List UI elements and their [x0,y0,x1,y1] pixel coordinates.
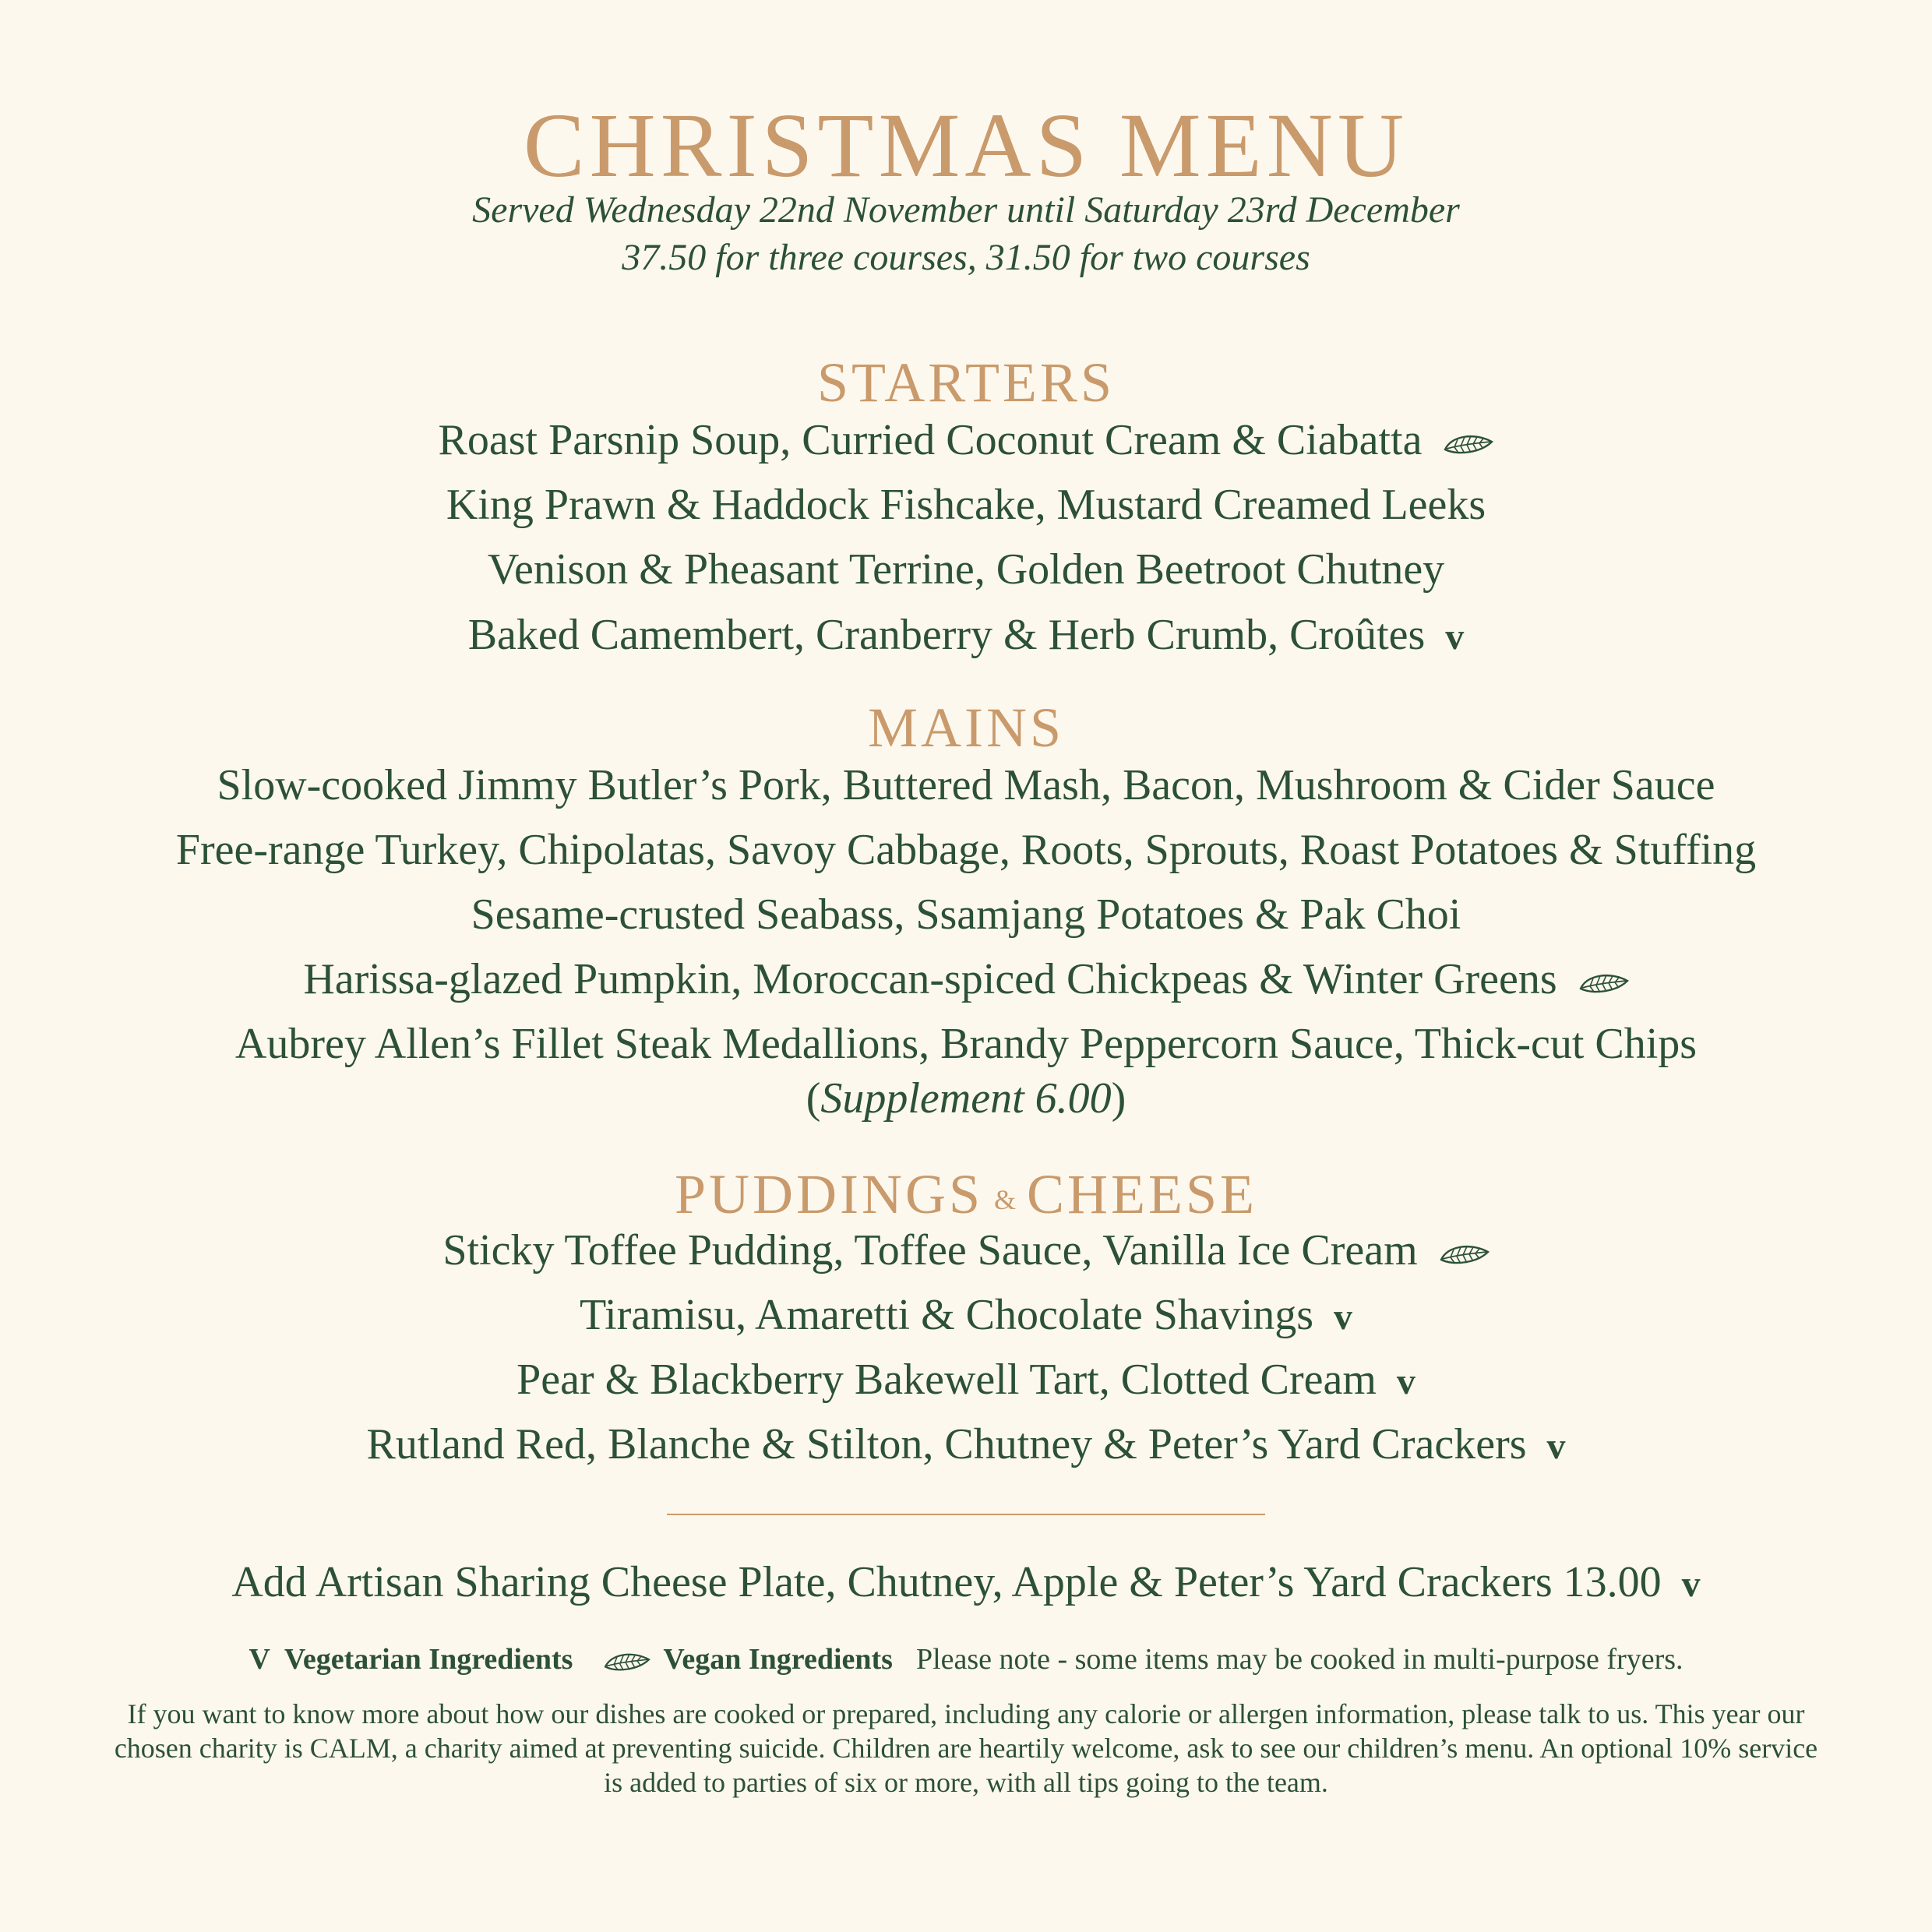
puddings-heading-part1: PUDDINGS [674,1163,983,1225]
vegetarian-legend: Vegetarian Ingredients [284,1643,573,1676]
vegetarian-mark: v [1334,1296,1353,1338]
main-item [0,890,1932,939]
vegetarian-mark: v [1681,1564,1701,1605]
divider-line [667,1514,1265,1515]
vegetarian-mark: v [1546,1426,1566,1467]
pudding-item-name: Sticky Toffee Pudding, Toffee Sauce, Vanilla Ice Cream [442,1226,1418,1274]
main-item-name: Sesame-crusted Seabass, Ssamjang Potatoes & Pak Choi [471,890,1461,939]
vegetarian-mark: v [1445,616,1465,658]
pudding-item [0,1293,1932,1337]
menu-title: CHRISTMAS MENU [523,94,1409,196]
supplement-text: Supplement 6.00 [820,1074,1112,1123]
pudding-item-name: Tiramisu, Amaretti & Chocolate Shavings [579,1291,1314,1339]
pudding-item [0,1356,1932,1404]
leaf-icon [1440,1243,1490,1266]
starter-item [0,418,1932,462]
pudding-item [0,1420,1932,1468]
diet-legend [0,1645,1932,1674]
served-dates: Served Wednesday 22nd November until Saturday 23rd December [472,189,1460,231]
vegetarian-symbol: V [249,1643,270,1676]
starter-item-name: Baked Camembert, Cranberry & Herb Crumb, Croûtes [467,611,1426,659]
vegetarian-mark: v [1396,1361,1416,1402]
supplement-note [0,1074,1932,1123]
starter-item-name: Roast Parsnip Soup, Curried Coconut Cream & Ciabatta [438,416,1423,464]
starter-item [0,483,1932,527]
footer-info: If you want to know more about how our dishes are cooked or prepared, including any calorie or allergen information, please talk to us. This year our chosen charity is CALM, a charity aimed at preventing suicide. Children are heartily welcome, ask to see our children’s menu. An optional 10% service is added to parties of six or more, with all tips going to the team. [114,1698,1818,1798]
leaf-icon [1444,432,1493,456]
addon-item [0,1560,1932,1604]
starter-item-name: King Prawn & Haddock Fishcake, Mustard Creamed Leeks [446,481,1486,529]
pudding-item [0,1226,1932,1274]
supplement-open: ( [806,1074,821,1123]
pudding-item-name: Rutland Red, Blanche & Stilton, Chutney & Peter’s Yard Crackers [366,1420,1527,1468]
main-item [0,763,1932,807]
starter-item-name: Venison & Pheasant Terrine, Golden Beetroot Chutney [487,545,1445,594]
addon-text: Add Artisan Sharing Cheese Plate, Chutney, Apple & Peter’s Yard Crackers 13.00 [231,1558,1662,1606]
main-item-name: Slow-cooked Jimmy Butler’s Pork, Buttered Mash, Bacon, Mushroom & Cider Sauce [217,761,1715,809]
pudding-item-name: Pear & Blackberry Bakewell Tart, Clotted Cream [516,1356,1377,1404]
vegan-legend: Vegan Ingredients [663,1643,893,1676]
leaf-icon [1579,971,1629,995]
course-prices: 37.50 for three courses, 31.50 for two courses [622,237,1310,278]
fryer-note: Please note - some items may be cooked in multi-purpose fryers. [915,1643,1683,1676]
mains-heading: MAINS [867,696,1065,759]
main-item-name: Free-range Turkey, Chipolatas, Savoy Cabbage, Roots, Sprouts, Roast Potatoes & Stuffing [175,826,1757,874]
leaf-icon [604,1651,650,1673]
main-item [0,1022,1932,1066]
main-item-name: Harissa-glazed Pumpkin, Moroccan-spiced Chickpeas & Winter Greens [303,955,1557,1003]
main-item-name: Aubrey Allen’s Fillet Steak Medallions, Brandy Peppercorn Sauce, Thick-cut Chips [234,1020,1698,1068]
supplement-close: ) [1111,1074,1126,1123]
main-item [0,957,1932,1001]
puddings-heading-amp: & [994,1184,1017,1216]
starter-item [0,545,1932,594]
starter-item [0,613,1932,657]
puddings-heading-part2: CHEESE [1027,1163,1258,1225]
main-item [0,828,1932,872]
puddings-heading [0,1163,1932,1225]
starters-heading: STARTERS [817,351,1115,414]
